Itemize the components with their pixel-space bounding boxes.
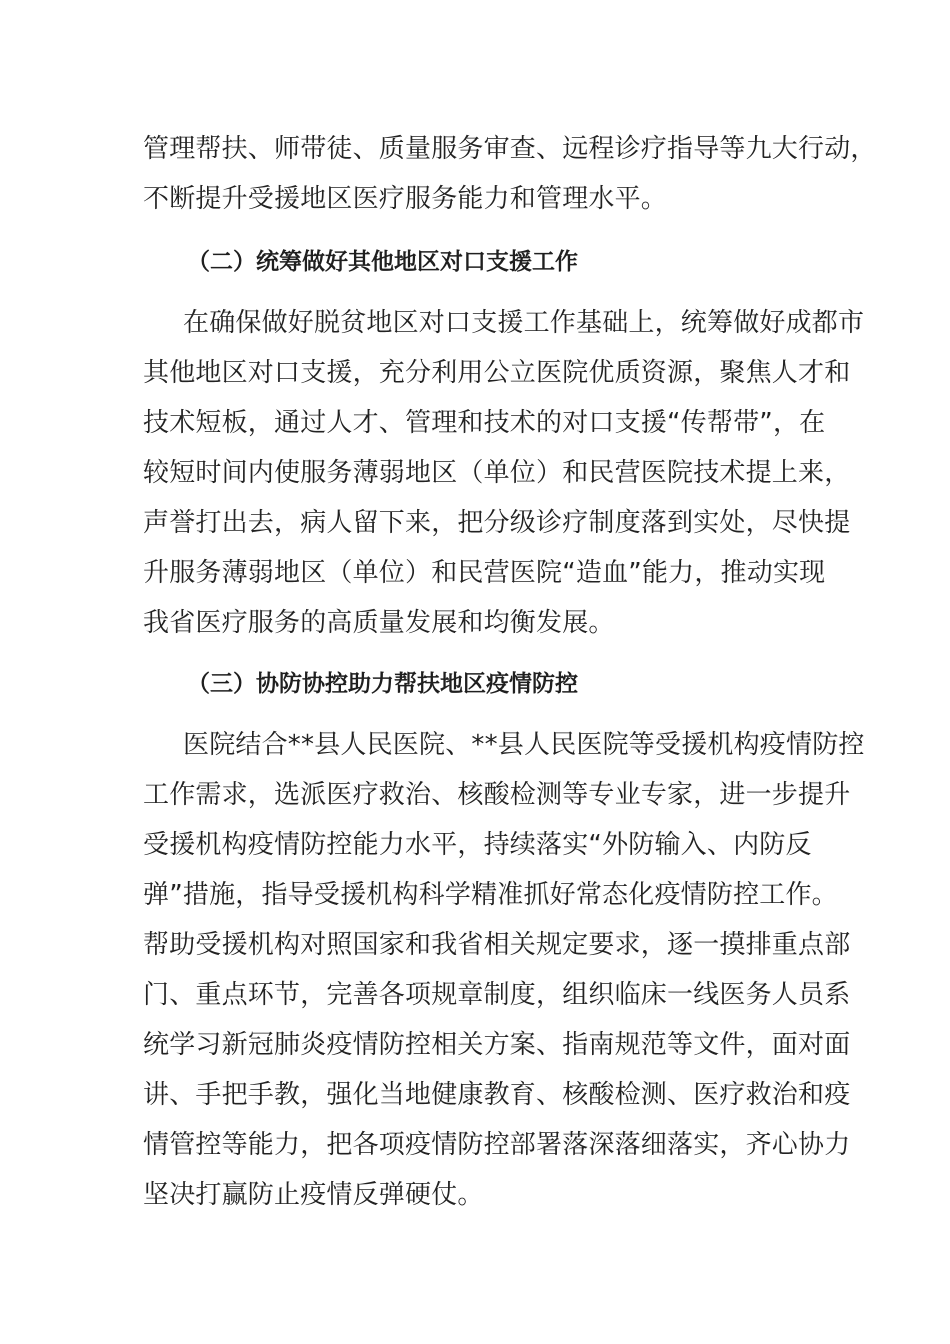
paragraph-2-line: 声誉打出去，病人留下来，把分级诊疗制度落到实处，尽快提 bbox=[143, 508, 851, 538]
paragraph-3-line: 坚决打赢防止疫情反弹硬仗。 bbox=[143, 1180, 484, 1210]
paragraph-3-line: 工作需求，选派医疗救治、核酸检测等专业专家，进一步提升 bbox=[143, 780, 851, 810]
section-heading-3: （三）协防协控助力帮扶地区疫情防控 bbox=[187, 671, 578, 697]
paragraph-2-line: 我省医疗服务的高质量发展和均衡发展。 bbox=[143, 608, 615, 638]
paragraph-1-line: 管理帮扶、师带徒、质量服务审查、远程诊疗指导等九大行动， bbox=[143, 134, 877, 164]
paragraph-3-line: 情管控等能力，把各项疫情防控部署落深落细落实，齐心协力 bbox=[143, 1130, 851, 1160]
paragraph-3-line: 医院结合**县人民医院、**县人民医院等受援机构疫情防控 bbox=[183, 730, 865, 760]
paragraph-3-line: 门、重点环节，完善各项规章制度，组织临床一线医务人员系 bbox=[143, 980, 851, 1010]
paragraph-3-line: 弹”措施，指导受援机构科学精准抓好常态化疫情防控工作。 bbox=[143, 880, 838, 910]
paragraph-2-line: 较短时间内使服务薄弱地区（单位）和民营医院技术提上来， bbox=[143, 458, 851, 488]
paragraph-2-line: 其他地区对口支援，充分利用公立医院优质资源，聚焦人才和 bbox=[143, 358, 851, 388]
paragraph-3-line: 讲、手把手教，强化当地健康教育、核酸检测、医疗救治和疫 bbox=[143, 1080, 851, 1110]
paragraph-2-line: 技术短板，通过人才、管理和技术的对口支援“传帮带”，在 bbox=[143, 408, 826, 438]
paragraph-1-line: 不断提升受援地区医疗服务能力和管理水平。 bbox=[143, 184, 668, 214]
section-heading-2: （二）统筹做好其他地区对口支援工作 bbox=[187, 249, 578, 275]
paragraph-3-line: 帮助受援机构对照国家和我省相关规定要求，逐一摸排重点部 bbox=[143, 930, 851, 960]
paragraph-3-line: 受援机构疫情防控能力水平，持续落实“外防输入、内防反 bbox=[143, 830, 812, 860]
paragraph-2-line: 在确保做好脱贫地区对口支援工作基础上，统筹做好成都市 bbox=[183, 308, 865, 338]
paragraph-2-line: 升服务薄弱地区（单位）和民营医院“造血”能力，推动实现 bbox=[143, 558, 826, 588]
paragraph-3-line: 统学习新冠肺炎疫情防控相关方案、指南规范等文件，面对面 bbox=[143, 1030, 851, 1060]
